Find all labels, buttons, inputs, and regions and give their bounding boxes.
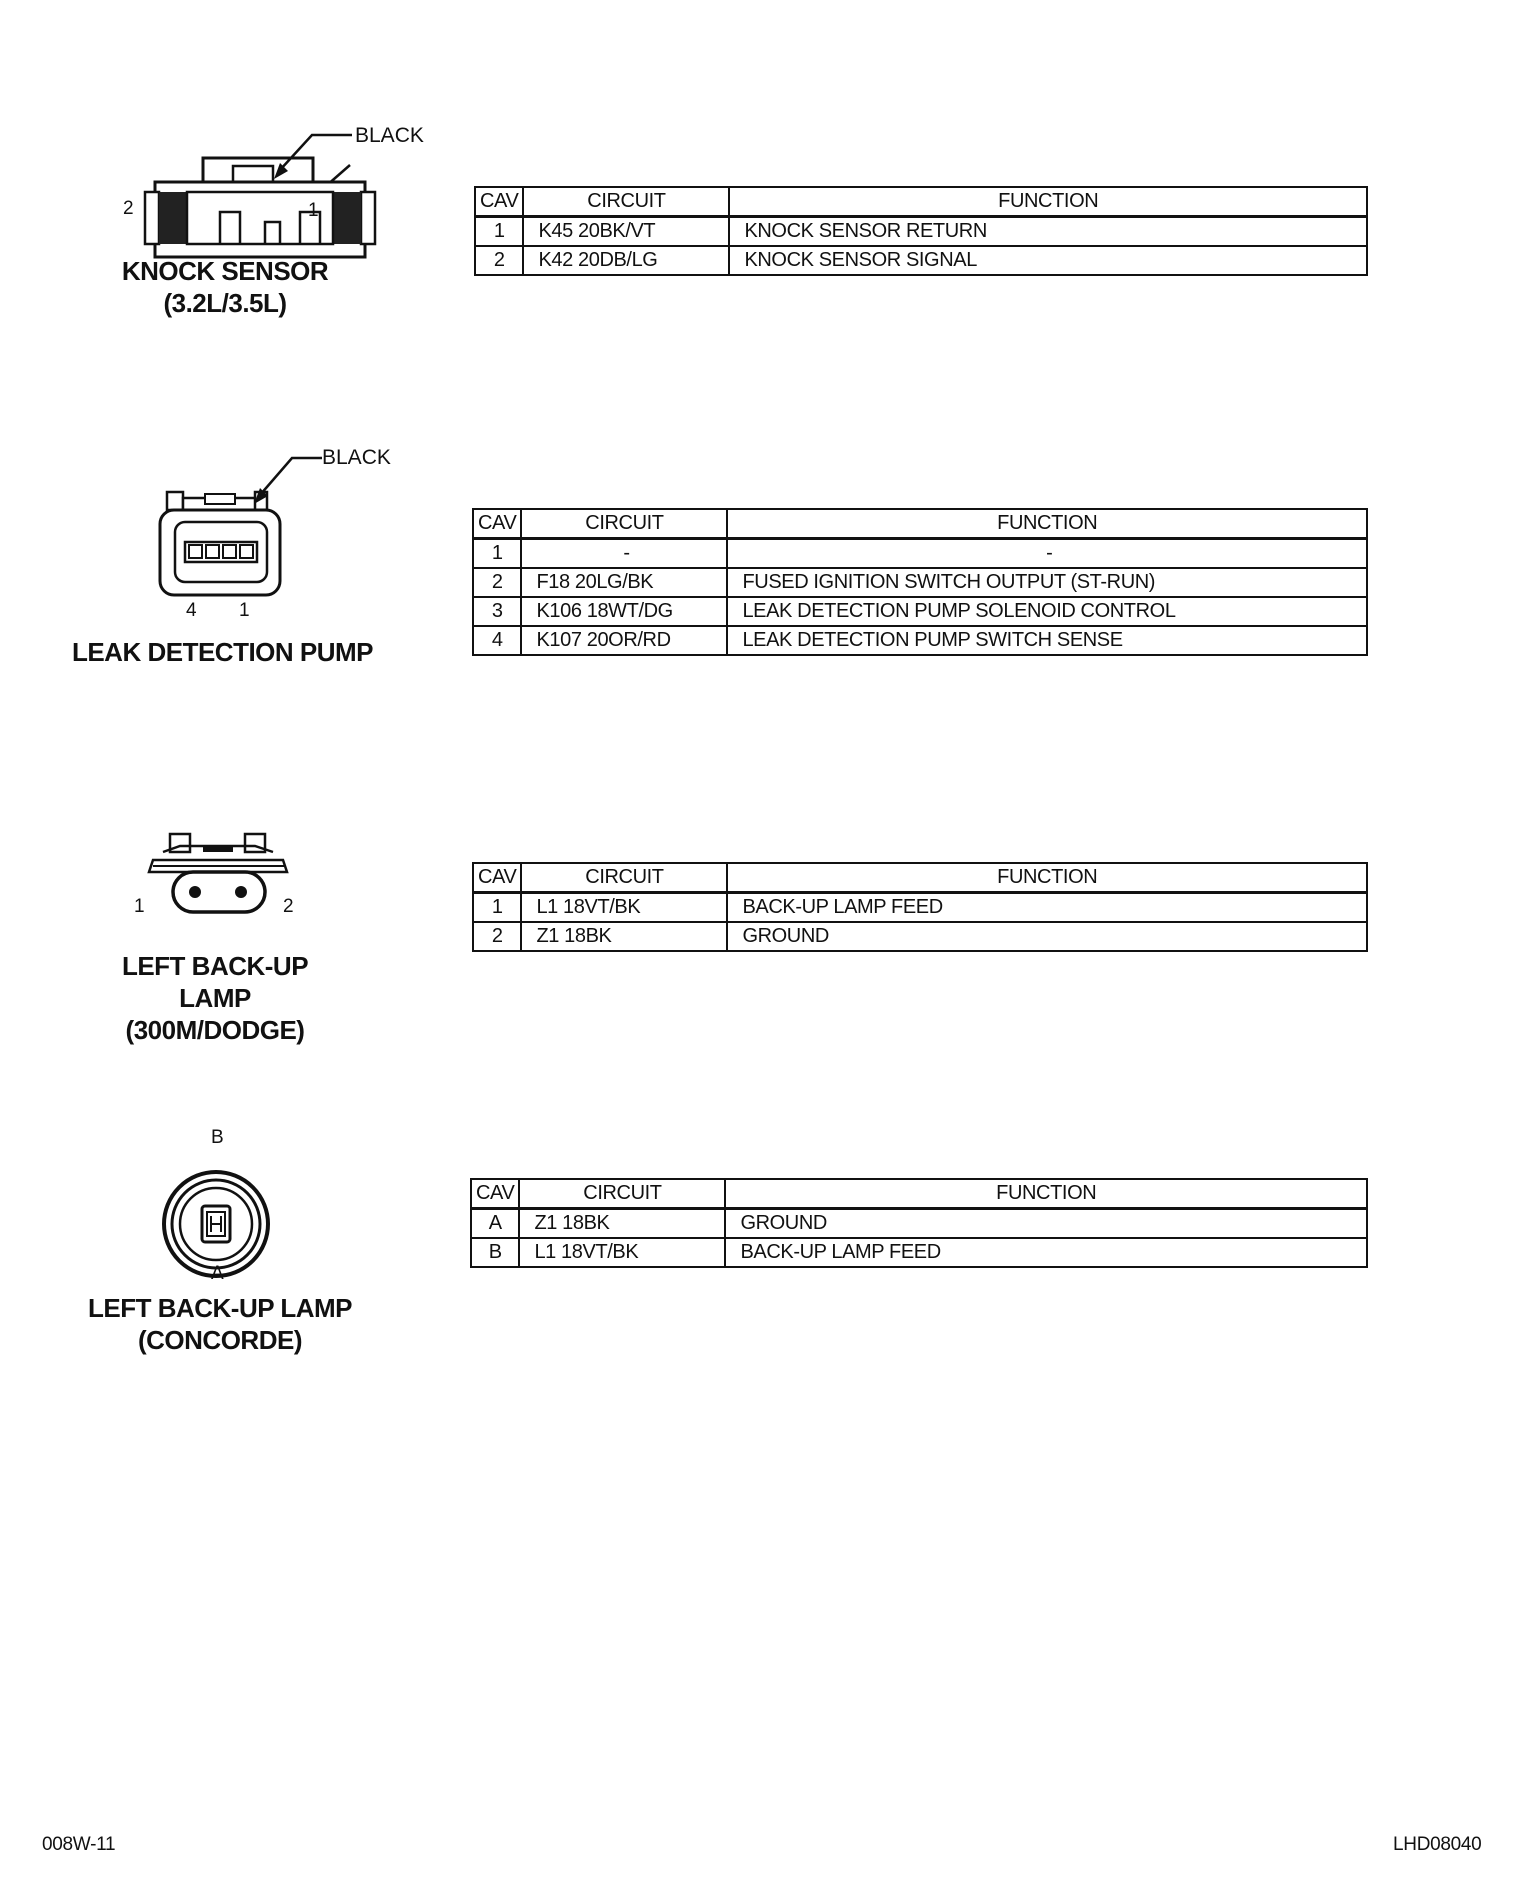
table-header-circuit: CIRCUIT <box>521 509 727 539</box>
left-backup-lamp-300m-title-line-1: LEFT BACK-UP <box>121 951 309 981</box>
table-row <box>473 922 1367 951</box>
circuit-cell: F18 20LG/BK <box>521 568 727 597</box>
circuit-cell: K42 20DB/LG <box>523 246 729 275</box>
circuit-cell: K107 20OR/RD <box>521 626 727 655</box>
function-cell: GROUND <box>727 922 1367 951</box>
function-cell: LEAK DETECTION PUMP SWITCH SENSE <box>727 626 1367 655</box>
left-backup-lamp-concorde-title-line-2: (CONCORDE) <box>138 1325 302 1355</box>
circuit-cell: Z1 18BK <box>519 1209 725 1239</box>
leak-detection-pump-title-line-1: LEAK DETECTION PUMP <box>71 637 374 667</box>
table-row <box>473 597 1367 626</box>
table-header-cav: CAV <box>473 509 521 539</box>
table-row <box>471 1238 1367 1267</box>
circuit-cell: Z1 18BK <box>521 922 727 951</box>
table-header-function: FUNCTION <box>725 1179 1367 1209</box>
function-cell: FUSED IGNITION SWITCH OUTPUT (ST-RUN) <box>727 568 1367 597</box>
cav-cell: 2 <box>473 922 521 951</box>
cav-cell: 4 <box>473 626 521 655</box>
left-backup-lamp-300m-title-line-2: LAMP <box>179 983 251 1013</box>
leak-detection-pump-pin-label-1: 1 <box>239 600 250 621</box>
cav-cell: 1 <box>473 893 521 923</box>
cav-cell: 2 <box>475 246 523 275</box>
footer-drawing-id: LHD08040 <box>1393 1834 1482 1855</box>
left-backup-lamp-300m-pin-table <box>472 862 1368 952</box>
function-cell: BACK-UP LAMP FEED <box>725 1238 1367 1267</box>
leak-detection-pump-leader-line <box>250 450 330 510</box>
left-backup-lamp-concorde-pin-label-b: B <box>211 1127 224 1148</box>
left-backup-lamp-300m-connector-drawing <box>145 832 295 932</box>
left-backup-lamp-concorde-title-line-1: LEFT BACK-UP LAMP <box>87 1293 352 1323</box>
left-backup-lamp-300m-pin-label-1: 1 <box>134 896 145 917</box>
function-cell: BACK-UP LAMP FEED <box>727 893 1367 923</box>
table-header-function: FUNCTION <box>729 187 1367 217</box>
function-cell: LEAK DETECTION PUMP SOLENOID CONTROL <box>727 597 1367 626</box>
leak-detection-pump-pin-table <box>472 508 1368 656</box>
knock-sensor-leader-line <box>270 125 360 185</box>
table-header-cav: CAV <box>473 863 521 893</box>
left-backup-lamp-concorde-title <box>80 1292 360 1356</box>
function-cell: - <box>727 539 1367 569</box>
knock-sensor-title-line-2: (3.2L/3.5L) <box>163 288 287 318</box>
table-header-function: FUNCTION <box>727 509 1367 539</box>
circuit-cell: - <box>521 539 727 569</box>
cav-cell: 2 <box>473 568 521 597</box>
leak-detection-pump-title <box>70 636 375 668</box>
knock-sensor-color-label: BLACK <box>355 124 424 147</box>
left-backup-lamp-300m-title-line-3: (300M/DODGE) <box>125 1015 305 1045</box>
table-row <box>473 568 1367 597</box>
table-row <box>473 893 1367 923</box>
table-row <box>475 217 1367 247</box>
knock-sensor-pin-label-1: 1 <box>308 200 319 221</box>
cav-cell: 1 <box>475 217 523 247</box>
table-row <box>473 626 1367 655</box>
function-cell: KNOCK SENSOR SIGNAL <box>729 246 1367 275</box>
left-backup-lamp-300m-pin-label-2: 2 <box>283 896 294 917</box>
circuit-cell: L1 18VT/BK <box>519 1238 725 1267</box>
table-header-circuit: CIRCUIT <box>521 863 727 893</box>
table-header-circuit: CIRCUIT <box>523 187 729 217</box>
knock-sensor-pin-label-2: 2 <box>123 198 134 219</box>
table-row <box>471 1209 1367 1239</box>
table-header-cav: CAV <box>475 187 523 217</box>
function-cell: KNOCK SENSOR RETURN <box>729 217 1367 247</box>
table-header-function: FUNCTION <box>727 863 1367 893</box>
circuit-cell: K106 18WT/DG <box>521 597 727 626</box>
cav-cell: A <box>471 1209 519 1239</box>
cav-cell: 1 <box>473 539 521 569</box>
table-header-cav: CAV <box>471 1179 519 1209</box>
footer-page-code: 008W-11 <box>42 1834 116 1855</box>
leak-detection-pump-color-label: BLACK <box>322 446 391 469</box>
left-backup-lamp-300m-title <box>100 950 330 1046</box>
table-row <box>473 539 1367 569</box>
knock-sensor-title <box>100 255 350 319</box>
left-backup-lamp-concorde-pin-table <box>470 1178 1368 1268</box>
cav-cell: B <box>471 1238 519 1267</box>
knock-sensor-pin-table <box>474 186 1368 276</box>
leak-detection-pump-pin-label-4: 4 <box>186 600 197 621</box>
table-header-circuit: CIRCUIT <box>519 1179 725 1209</box>
cav-cell: 3 <box>473 597 521 626</box>
circuit-cell: L1 18VT/BK <box>521 893 727 923</box>
function-cell: GROUND <box>725 1209 1367 1239</box>
circuit-cell: K45 20BK/VT <box>523 217 729 247</box>
knock-sensor-title-line-1: KNOCK SENSOR <box>121 256 329 286</box>
table-row <box>475 246 1367 275</box>
left-backup-lamp-concorde-pin-label-a: A <box>211 1263 224 1284</box>
